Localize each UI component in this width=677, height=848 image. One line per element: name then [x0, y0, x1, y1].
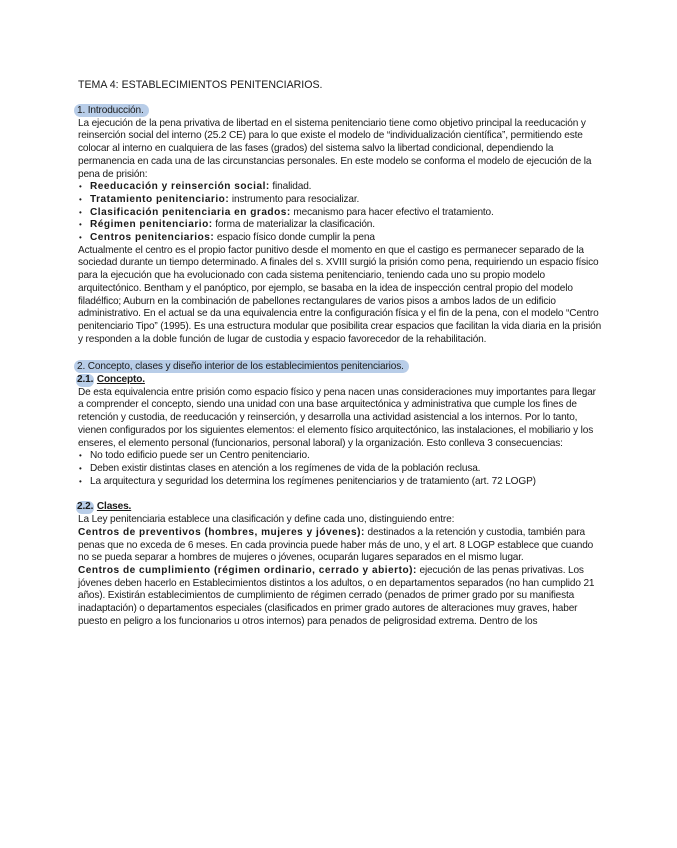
- centros-cumplimiento-paragraph: [78, 565, 602, 629]
- subsection-2-1-bullet-list: [78, 450, 602, 488]
- list-item: [78, 232, 602, 245]
- centros-preventivos-paragraph: [78, 527, 602, 565]
- section-1-paragraph-2: Actualmente el centro es el propio factor punitivo desde el momento en que el castigo es permanecer separado de la sociedad durante un tiempo determinado. A finales del s. XVIII surgió la prisión como pena, requiriendo un espacio físico para la ejecución que ha evolucionado con cada sistema penitenciario, teniendo cada uno su propio modelo arquitectónico. Bentham y el panóptico, por ejemplo, se basaba en la idea de inspección central propio del modelo filadélfico; Auburn en la combinación de pabellones rectangulares de varios pisos a ambos lados de un edificio administrativo. En el actual se da una equivalencia entre la configuración física y el fin de la pena, con el modelo “Centro penitenciario Tipo” (1995). Es una estructura modular que posibilita crear espacios que facilitan la vida diaria en la prisión y responden a la doble función de lugar de custodia y espacio favorecedor de la rehabilitación.: [78, 244, 602, 345]
- centros-cumplimiento-term: Centros de cumplimiento (régimen ordinario, cerrado y abierto):: [78, 564, 417, 576]
- spacer: [78, 346, 602, 360]
- centros-cumplimiento-text: ejecución de las penas privativas. Los jóvenes deben hacerlo en Establecimientos distintos a los adultos, o en departamentos separados (no han cumplido 21 años). Existirán establecimientos de cumplimiento de régimen cerrado (penados de primer grado por su manifiesta inadaptación) o departamentos especiales (clasificados en primer grado autores de alteraciones muy graves, haber puesto en peligro a los funcionarios u otros internos) para penados de peligrosidad extrema. Dentro de los: [78, 564, 595, 627]
- subsection-number: 2.2.: [77, 501, 94, 513]
- list-item: [78, 207, 602, 220]
- subsection-2-2-heading: [78, 501, 602, 514]
- subsection-title: Concepto.: [96, 374, 145, 386]
- centros-preventivos-term: Centros de preventivos (hombres, mujeres y jóvenes):: [78, 526, 365, 538]
- list-item-text: instrumento para resocializar.: [229, 193, 360, 205]
- list-item: • No todo edificio puede ser un Centro penitenciario.: [78, 450, 602, 463]
- subsection-number: 2.1.: [77, 374, 94, 386]
- centros-preventivos-text: destinados a la retención y custodia, también para penas que no exceda de 6 meses. En cada provincia puede haber más de uno, y el art. 8 LOGP establece que cuando no se pueda separar a hombres de mujeres o jóvenes, ocuparán lugares separados en el mismo lugar.: [78, 526, 594, 564]
- section-1: [78, 104, 602, 346]
- document-title: TEMA 4: ESTABLECIMIENTOS PENITENCIARIOS.: [78, 79, 323, 91]
- subsection-2-1-paragraph: De esta equivalencia entre prisión como espacio físico y pena nacen unas consideraciones muy importantes para llegar a comprender el concepto, siendo una unidad con una base arquitectónica y administrativa que cumple los fines de retención y custodia, de reeducación y reinserción, y desarrolla una actividad asistencial a los internos. Por lo tanto, vienen configurados por los siguientes elementos: el elemento físico arquitectónico, las instalaciones, el mobiliario y los enseres, el elemento personal (funcionarios, personal laboral) y la organización. Esto conlleva 3 consecuencias:: [78, 386, 596, 449]
- list-item: [78, 194, 602, 207]
- list-item-term: Reeducación y reinserción social:: [90, 181, 270, 193]
- section-1-heading: 1. Introducción.: [74, 104, 149, 117]
- list-item: [78, 219, 602, 232]
- spacer: [78, 488, 602, 501]
- list-item-text: forma de materializar la clasificación.: [212, 219, 375, 231]
- list-item-term: Régimen penitenciario:: [90, 219, 213, 231]
- section-1-paragraph-1: La ejecución de la pena privativa de libertad en el sistema penitenciario tiene como objetivo principal la reeducación y reinserción social del interno (25.2 CE) para lo que existe el modelo de “individualización científica”, permitiendo este colocar al interno en cualquiera de las fases (grados) del sistema salvo la libertad condicional, dependiendo la permanencia en cada una de las circunstancias personales. En este modelo se conforma el modelo de ejecución de la pena de prisión:: [78, 117, 592, 180]
- subsection-2-2-intro: La Ley penitenciaria establece una clasificación y define cada uno, distinguiendo entre:: [78, 514, 455, 526]
- subsection-2-1-heading: [78, 374, 602, 387]
- list-item: [78, 181, 602, 194]
- section-1-bullet-list: [78, 181, 602, 245]
- list-item-text: espacio físico donde cumplir la pena: [214, 232, 375, 244]
- list-item-term: Clasificación penitenciaria en grados:: [90, 206, 291, 218]
- list-item-text: finalidad.: [269, 181, 312, 193]
- subsection-title: Clases.: [96, 501, 132, 513]
- list-item: • Deben existir distintas clases en atención a los regímenes de vida de la población reclusa.: [78, 463, 602, 476]
- section-2-heading: 2. Concepto, clases y diseño interior de los establecimientos penitenciarios.: [74, 360, 409, 373]
- list-item-term: Tratamiento penitenciario:: [90, 193, 230, 205]
- list-item: • La arquitectura y seguridad los determina los regímenes penitenciarios y de tratamiento (art. 72 LOGP): [78, 476, 602, 489]
- list-item-term: Centros penitenciarios:: [90, 232, 215, 244]
- document-body: [78, 79, 602, 628]
- list-item-text: mecanismo para hacer efectivo el tratamiento.: [290, 206, 494, 218]
- section-2: [78, 360, 602, 628]
